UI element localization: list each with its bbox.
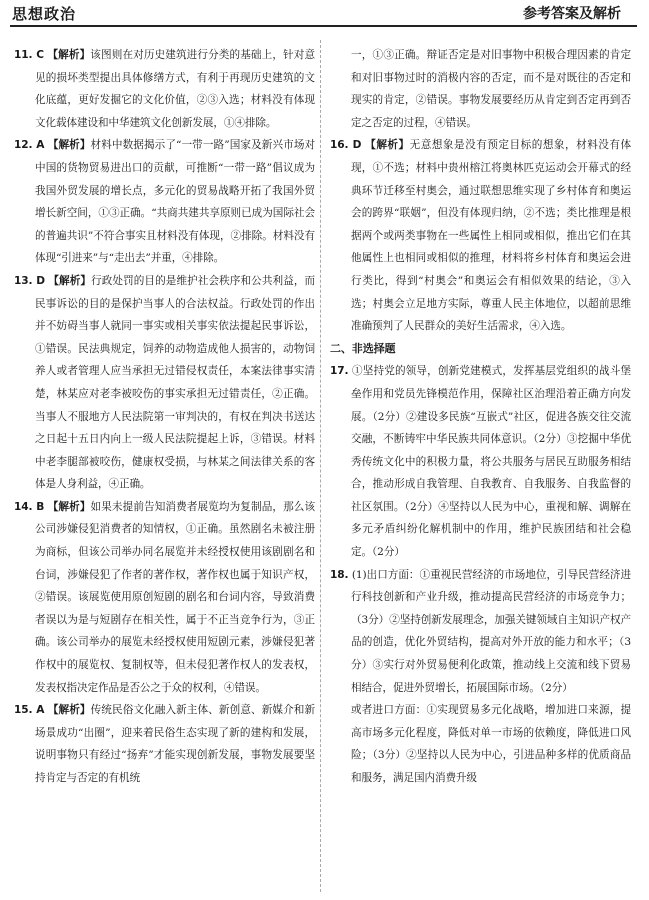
answer-item-14: 14. B 【解析】如果未提前告知消费者展览均为复制品，那么该公司涉嫌侵犯消费者的知情权，①正确。虽然剧名未被注册为商标，但该公司举办同名展览并未经授权使用该剧剧名和台词，涉嫌侵犯了作者的著作权，著作权也属于知识产权，②错误。该展览使用原创短剧的剧名和台词内容，导致消费者误以为是与短剧存在相关性，属于不正当竞争行为，③正确。该公司举办的展览未经授权使用短剧元素，涉嫌侵犯著作权中的展览权、复制权等，但未侵犯著作权人的发表权，发表权指决定作品是否公之于众的权利，④错误。 <box>14 500 315 694</box>
answer-item-17: 17. ①坚持党的领导，创新党建模式，发挥基层党组织的战斗堡垒作用和党员先锋模范作用，保障社区治理沿着正确方向发展。（2分）②建设多民族“互嵌式”社区，促进各族交往交流交融，不断铸牢中华民族共同体意识。（2分）③挖掘中华优秀传统文化中的积极力量，将公共服务与居民互助服务相结合，推动形成自我管理、自我教育、自我服务、自我监督的社区氛围。（2分）④坚持以人民为中心，重视和解、调解在多元矛盾纠纷化解机制中的作用，维护民族团结和社会稳定。（2分） <box>330 365 631 559</box>
page-header <box>0 0 649 30</box>
answer-item-18-import: 或者进口方面：①实现贸易多元化战略，增加进口来源，提高市场多元化程度，降低对单一市场的依赖度，降低进口风险；（3分）②坚持以人民为中心，引进品种多样的优质商品和服务，满足国内消费升级 <box>351 704 631 784</box>
section-heading: 二、非选择题 <box>330 341 396 355</box>
right-column <box>330 44 631 790</box>
answer-item-13: 13. D 【解析】行政处罚的目的是维护社会秩序和公共利益，而民事诉讼的目的是保护当事人的合法权益。行政处罚的作出并不妨碍当事人就同一事实或相关事实依法提起民事诉讼，①错误。民法典规定，饲养的动物造成他人损害的，动物饲养人或者管理人应当承担无过错侵权责任，本案法律事实清楚，林某应对老李被咬伤的事实承担无过错责任，②正确。当事人不服地方人民法院第一审判决的，有权在判决书送达之日起十五日内向上一级人民法院提起上诉，③错误。材料中老李腿部被咬伤，健康权受损，与林某之间法律关系的客体是人身利益，④正确。 <box>14 274 315 491</box>
left-column <box>14 44 315 790</box>
column-divider <box>320 40 321 892</box>
answer-item-15-continued: 一，①③正确。辩证否定是对旧事物中积极合理因素的肯定和对旧事物过时的消极内容的否定，而不是对既往的否定和现实的肯定，②错误。事物发展要经历从肯定到否定再到否定之否定的过程，④错误。 <box>351 49 631 129</box>
answer-item-18: 18. (1)出口方面：①重视民营经济的市场地位，引导民营经济进行科技创新和产业升级，推动提高民营经济的市场竞争力；（3分）②坚持创新发展理念，加强关键领域自主知识产权产品的创造，优化外贸结构，提高对外开放的能力和水平；（3分）③实行对外贸易便利化政策，推动线上交流和线下贸易相结合，促进外贸增长，拓展国际市场。（2分） <box>330 568 631 694</box>
answer-item-11: 11. C 【解析】该图则在对历史建筑进行分类的基础上，针对意见的损坏类型提出具体修缮方式，有利于再现历史建筑的文化底蕴，更好发掘它的文化价值，②③入选；材料没有体现文化载体建设和中华建筑文化创新发展，①④排除。 <box>14 49 315 129</box>
answer-item-15: 15. A 【解析】传统民俗文化融入新主体、新创意、新媒介和新场景成功“出圈”，迎来着民俗生态实现了新的建构和发展，说明事物只有经过“扬弃”才能实现创新发展，事物发展要坚持肯定与否定的有机统 <box>14 704 315 784</box>
header-rule <box>10 25 637 27</box>
answer-item-12: 12. A 【解析】材料中数据揭示了“一带一路”国家及新兴市场对中国的货物贸易进出口的贡献，可推断“一带一路”倡议成为我国外贸发展的增长点，多元化的贸易战略开拓了我国外贸增长新空间，①③正确。“共商共建共享原则已成为国际社会的普遍共识”不符合事实且材料没有体现，②排除。材料没有体现“引进来”与“走出去”并重，④排除。 <box>14 139 315 265</box>
subject-title: 思想政治 <box>12 5 77 23</box>
answer-item-16: 16. D 【解析】无意想象是没有预定目标的想象，材料没有体现，①不选；材料中贵州榕江将奥林匹克运动会开幕式的经典环节迁移至村奥会，通过联想思维实现了乡村体育和奥运会的跨界“联姻”，但没有体现归纳，②不选；类比推理是根据两个或两类事物在一些属性上相同或相似，推出它们在其他属性上也相同或相似的推理，材料将乡村体育和奥运会进行类比，得到“村奥会”和奥运会有相似效果的结论，③入选；村奥会立足地方实际，尊重人民主体地位，以超前思维准确预判了人民群众的美好生活需求，④入选。 <box>330 139 631 333</box>
section-title: 参考答案及解析 <box>523 6 621 22</box>
